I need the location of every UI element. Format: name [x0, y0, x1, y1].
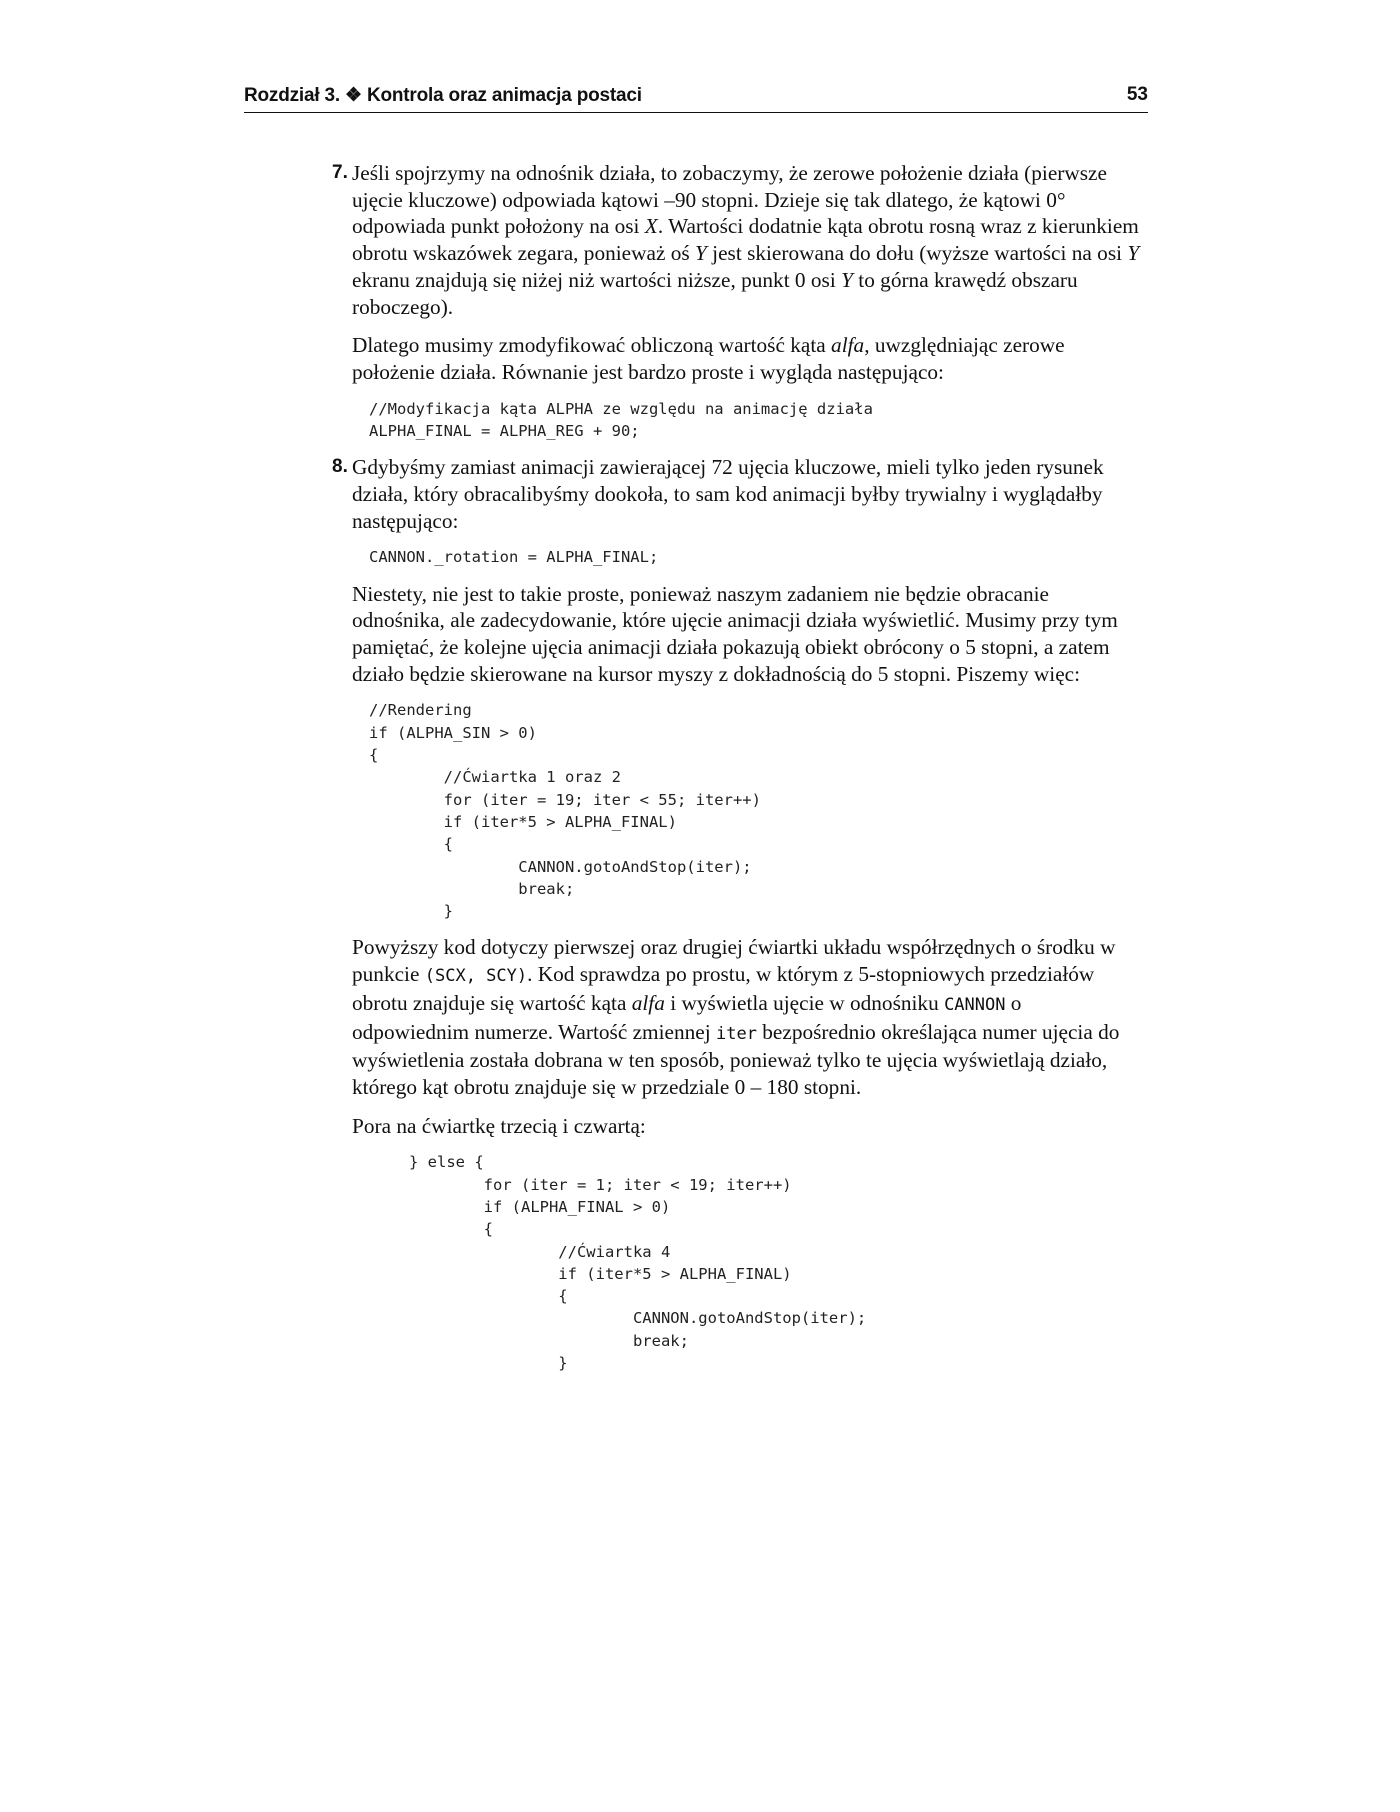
- text-run: to górna krawędź obszaru roboczego).: [352, 267, 1078, 319]
- code-block: CANNON._rotation = ALPHA_FINAL;: [369, 548, 659, 567]
- list-item-7: [332, 160, 1142, 442]
- text-run: . Wartości dodatnie kąta obrotu rosną wraz z kierunkiem obrotu wskazówek zegara, ponieważ oś: [352, 214, 1139, 266]
- paragraph: Niestety, nie jest to takie proste, ponieważ naszym zadaniem nie będzie obracanie odnośnika, ale zadecydowanie, które ujęcie animacji działa wyświetlić. Musimy przy tym pamiętać, że kolejne ujęcia animacji działa pokazują obiekt obrócony o 5 stopni, a zatem działo będzie skierowane na kursor myszy z dokładnością do 5 stopni. Piszemy więc:: [352, 581, 1118, 686]
- text-run: jest skierowana do dołu (wyższe wartości na osi: [706, 241, 1128, 266]
- text-run: o odpowiednim numerze. Wartość zmiennej: [352, 990, 1022, 1044]
- paragraph: [352, 934, 1142, 1100]
- text-run: i wyświetla ujęcie w odnośniku: [664, 990, 945, 1015]
- item-number: 8.: [332, 456, 348, 478]
- italic-term: Y: [1127, 241, 1140, 266]
- italic-term: alfa: [831, 333, 865, 358]
- inline-code: iter: [715, 1023, 757, 1044]
- paragraph: [352, 160, 1142, 320]
- text-run: ekranu znajdują się niżej niż wartości niższe, punkt 0 osi: [352, 267, 842, 292]
- text-run: . Kod sprawdza po prostu, w którym z 5-stopniowych przedziałów obrotu znajduje się wartość kąta: [352, 962, 1095, 1015]
- text-run: Powyższy kod dotyczy pierwszej oraz drugiej ćwiartki układu współrzędnych o środku w punkcie: [352, 935, 1116, 987]
- page-number: 53: [1126, 84, 1148, 105]
- text-run: Dlatego musimy zmodyfikować obliczoną wartość kąta: [352, 333, 832, 358]
- inline-code: (SCX, SCY): [424, 966, 528, 987]
- code-block: //Rendering if (ALPHA_SIN > 0) { //Ćwiartka 1 oraz 2 for (iter = 19; iter < 55; iter++) if (iter*5 > ALPHA_FINAL) { CANNON.gotoAndStop(iter); break; }: [369, 701, 761, 921]
- italic-term: X: [644, 214, 658, 239]
- paragraph: Gdybyśmy zamiast animacji zawierającej 72 ujęcia kluczowe, mieli tylko jeden rysunek działa, który obracalibyśmy dookoła, to sam kod animacji byłby trywialny i wyglądałby następująco:: [352, 455, 1104, 533]
- chapter-title: Rozdział 3. ❖ Kontrola oraz animacja postaci: [244, 85, 642, 106]
- italic-term: Y: [841, 267, 853, 292]
- text-run: bezpośrednio określająca numer ujęcia do wyświetlenia została dobrana w ten sposób, ponieważ tylko te ujęcia wyświetlają działo, którego kąt obrotu znajduje się w przedziale 0 – 180 stopni.: [352, 1019, 1120, 1099]
- running-header: [244, 84, 1148, 113]
- text-run: , uwzględniając zerowe położenie działa. Równanie jest bardzo proste i wygląda następująco:: [352, 333, 1065, 384]
- code-block: //Modyfikacja kąta ALPHA ze względu na animację działa ALPHA_FINAL = ALPHA_REG + 90;: [369, 399, 873, 440]
- list-item-8: [332, 454, 1142, 1374]
- code-block: } else { for (iter = 1; iter < 19; iter++) if (ALPHA_FINAL > 0) { //Ćwiartka 4 if (iter*5 > ALPHA_FINAL) { CANNON.gotoAndStop(iter); break; }: [409, 1153, 867, 1372]
- paragraph: Pora na ćwiartkę trzecią i czwartą:: [352, 1113, 646, 1138]
- text-run: Jeśli spojrzymy na odnośnik działa, to zobaczymy, że zerowe położenie działa (pierwsze ujęcie kluczowe) odpowiada kątowi –90 stopni. Dzieje się tak dlatego, że kątowi 0° odpowiada punkt położony na osi: [352, 161, 1107, 239]
- page-body: [332, 160, 1142, 1386]
- italic-term: Y: [695, 241, 707, 266]
- inline-code: CANNON: [944, 994, 1006, 1015]
- italic-term: alfa: [631, 990, 665, 1015]
- paragraph: [352, 332, 1142, 385]
- item-number: 7.: [332, 162, 348, 183]
